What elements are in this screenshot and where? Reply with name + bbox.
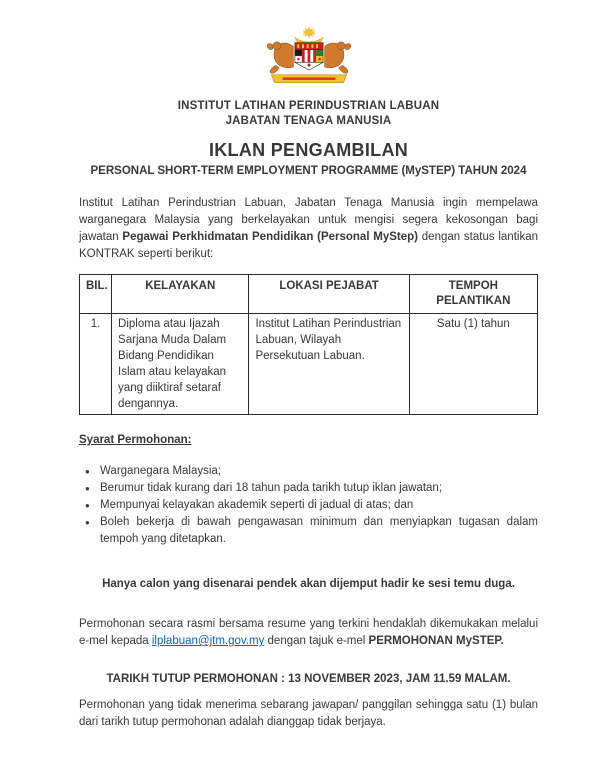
requirement-item — [79, 463, 538, 480]
cell-kelayakan: Diploma atau Ijazah Sarjana Muda Dalam Bidang Pendidikan Islam atau kelayakan yang diiktiraf setaraf dengannya. — [112, 314, 249, 415]
intro-text-before: Institut Latihan Perindustrian Labuan, Jabatan Tenaga Manusia ingin mempelawa warganegara Malaysia yang berkelayakan untuk mengisi segera kekosongan bagi jawatan — [79, 197, 538, 243]
application-paragraph — [79, 616, 538, 650]
page-title: IKLAN PENGAMBILAN — [208, 140, 409, 160]
requirement-text: Boleh bekerja di bawah pengawasan minimum dan menyiapkan tugasan dalam tempoh yang ditetapkan. — [100, 516, 538, 545]
requirements-list — [79, 463, 538, 548]
requirements-heading: Syarat Permohonan: — [79, 434, 192, 446]
deadline-note: TARIKH TUTUP PERMOHONAN : 13 NOVEMBER 2023, JAM 11.59 MALAM. — [106, 673, 511, 685]
page-subtitle: PERSONAL SHORT-TERM EMPLOYMENT PROGRAMME (MySTEP) TAHUN 2024 — [90, 165, 527, 177]
table-header-row — [80, 275, 538, 314]
apply-text-middle: dengan tajuk e-mel — [264, 635, 369, 647]
closing-paragraph: Permohonan yang tidak menerima sebarang jawapan/ panggilan sehingga satu (1) bulan dari tarikh tutup permohonan adalah dianggap tidak berjaya. — [79, 699, 538, 728]
requirement-text: Warganegara Malaysia; — [100, 465, 222, 477]
requirement-item — [79, 480, 538, 497]
header-lokasi: LOKASI PEJABAT — [249, 275, 409, 314]
org-name-line2: JABATAN TENAGA MANUSIA — [225, 115, 392, 127]
cell-lokasi: Institut Latihan Perindustrian Labuan, Wilayah Persekutuan Labuan. — [249, 314, 409, 415]
bullet-icon: ● — [85, 501, 90, 510]
emblem-container — [79, 26, 538, 91]
requirement-item — [79, 497, 538, 514]
bullet-icon: ● — [85, 467, 90, 476]
intro-text-after: dengan status lantikan KONTRAK seperti berikut: — [79, 231, 538, 260]
malaysia-coat-of-arms-icon — [262, 26, 356, 86]
header-tempoh: TEMPOH PELANTIKAN — [409, 275, 537, 314]
shortlist-note: Hanya calon yang disenarai pendek akan dijemput hadir ke sesi temu duga. — [102, 578, 515, 590]
cell-bil: 1. — [80, 314, 112, 415]
table-row — [80, 314, 538, 415]
requirement-item — [79, 514, 538, 548]
bullet-icon: ● — [85, 518, 90, 527]
header-kelayakan: KELAYAKAN — [112, 275, 249, 314]
requirement-text: Berumur tidak kurang dari 18 tahun pada tarikh tutup iklan jawatan; — [100, 482, 443, 494]
header-bil: BIL. — [80, 275, 112, 314]
apply-text-before: Permohonan secara rasmi bersama resume yang terkini hendaklah dikemukakan melalui e-mel kepada — [79, 618, 538, 647]
requirement-text: Mempunyai kelayakan akademik seperti di jadual di atas; dan — [100, 499, 414, 511]
vacancy-table — [79, 274, 538, 415]
email-link[interactable]: ilplabuan@jtm.gov.my — [151, 635, 265, 647]
org-name-line1: INSTITUT LATIHAN PERINDUSTRIAN LABUAN — [177, 100, 440, 112]
cell-tempoh: Satu (1) tahun — [409, 314, 537, 415]
bullet-icon: ● — [85, 484, 90, 493]
intro-paragraph — [79, 195, 538, 263]
apply-subject-bold: PERMOHONAN MySTEP. — [368, 635, 504, 647]
intro-position-bold: Pegawai Perkhidmatan Pendidikan (Personal MyStep) — [122, 231, 419, 243]
